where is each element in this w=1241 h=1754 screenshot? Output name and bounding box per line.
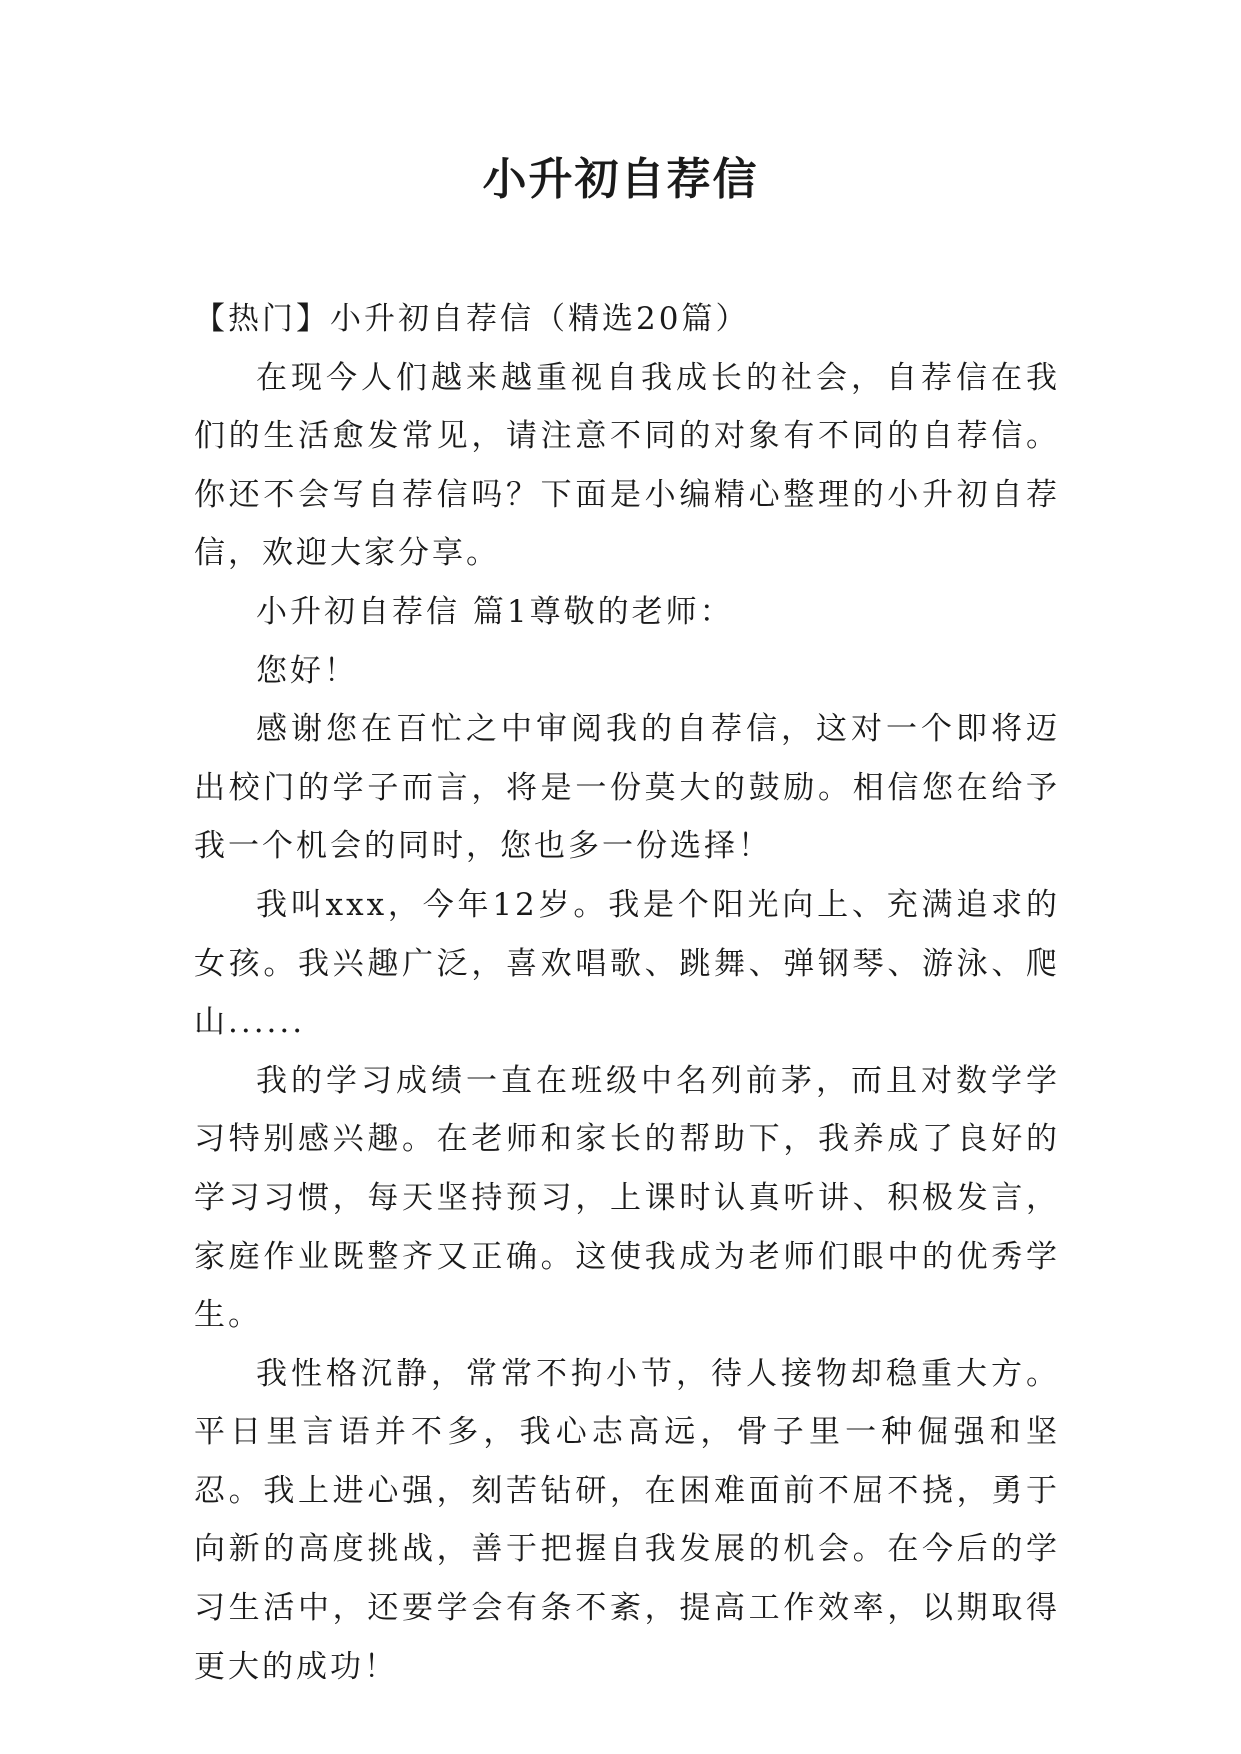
document-heading: 【热门】小升初自荐信（精选20篇） [194,301,750,337]
greeting: 您好！ [256,652,358,689]
body-paragraph: 我的学习成绩一直在班级中名列前茅，而且对数学学习特别感兴趣。在老师和家长的帮助下，我养成了良好的学习习惯，每天坚持预习，上课时认真听讲、积极发言，家庭作业既整齐又正确。这使我成为老师们眼中的优秀学生。 [194,1062,1060,1334]
letter-heading: 小升初自荐信 篇1尊敬的老师： [256,593,734,630]
body-paragraph: 感谢您在百忙之中审阅我的自荐信，这对一个即将迈出校门的学子而言，将是一份莫大的鼓励。相信您在给予我一个机会的同时，您也多一份选择！ [194,711,1060,865]
document-title: 小升初自荐信 [482,154,759,205]
document-body [194,290,1060,1696]
body-paragraph: 我叫xxx，今年12岁。我是个阳光向上、充满追求的女孩。我兴趣广泛，喜欢唱歌、跳舞、弹钢琴、游泳、爬山...... [194,886,1060,1041]
intro-paragraph: 在现今人们越来越重视自我成长的社会，自荐信在我们的生活愈发常见，请注意不同的对象有不同的自荐信。你还不会写自荐信吗？下面是小编精心整理的小升初自荐信，欢迎大家分享。 [194,359,1060,572]
body-paragraph: 我性格沉静，常常不拘小节，待人接物却稳重大方。平日里言语并不多，我心志高远，骨子里一种倔强和坚忍。我上进心强，刻苦钻研，在困难面前不屈不挠，勇于向新的高度挑战，善于把握自我发展的机会。在今后的学习生活中，还要学会有条不紊，提高工作效率，以期取得更大的成功！ [194,1355,1060,1685]
